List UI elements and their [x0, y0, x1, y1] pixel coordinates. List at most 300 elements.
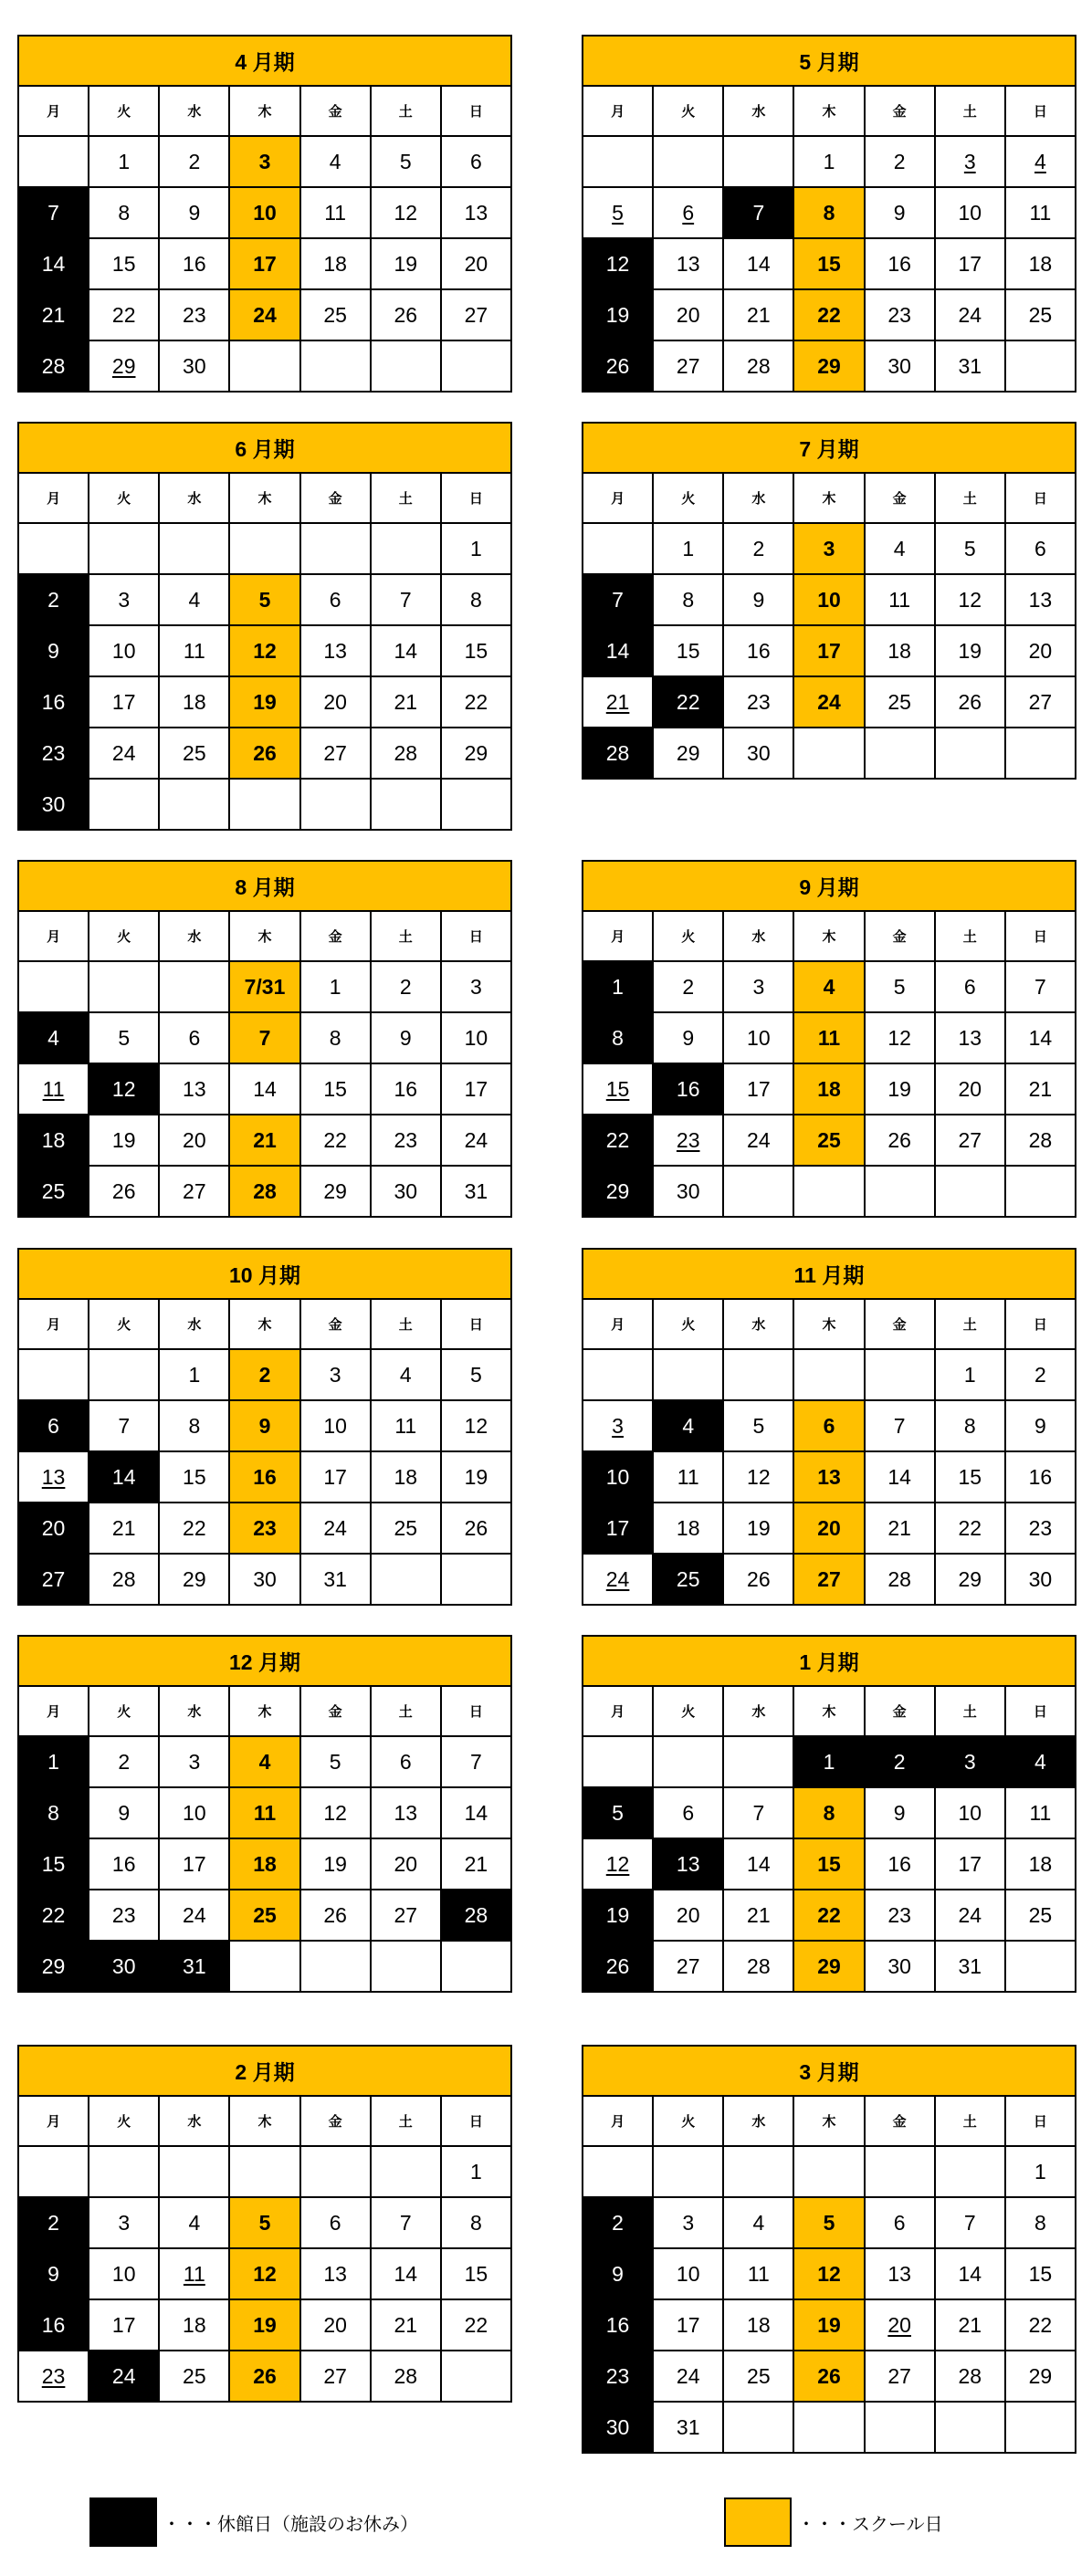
- weekday-label: 日: [441, 473, 511, 523]
- closed-legend-label: ・・・休館日（施設のお休み）: [163, 2514, 418, 2535]
- day-cell: 19: [371, 238, 441, 289]
- month-title: 3 月期: [583, 2046, 1076, 2096]
- day-cell: [793, 2402, 864, 2453]
- day-cell: 22: [159, 1503, 229, 1554]
- month-calendar: [17, 1248, 512, 1606]
- day-cell: 16: [159, 238, 229, 289]
- weekday-label: 土: [935, 86, 1005, 136]
- closed-day-cell: 7: [18, 187, 89, 238]
- day-cell: 1: [935, 1349, 1005, 1400]
- week-row: [583, 961, 1076, 1012]
- day-cell: 11: [723, 2248, 793, 2299]
- day-cell: 30: [229, 1554, 299, 1605]
- day-cell: [583, 136, 653, 187]
- day-cell: 15: [89, 238, 159, 289]
- month-calendar: [582, 1635, 1076, 1993]
- day-cell: 18: [1005, 238, 1076, 289]
- day-cell: 4: [300, 136, 371, 187]
- school-day-cell: 6: [793, 1400, 864, 1451]
- day-cell: [935, 2402, 1005, 2453]
- closed-day-cell: 30: [18, 779, 89, 830]
- day-cell: 8: [300, 1012, 371, 1063]
- week-row: [583, 1554, 1076, 1605]
- day-cell: [18, 1349, 89, 1400]
- weekday-label: 木: [229, 86, 299, 136]
- closed-day-cell: 14: [89, 1451, 159, 1503]
- day-cell: [159, 779, 229, 830]
- closed-day-cell: 8: [18, 1787, 89, 1838]
- weekday-label: 月: [583, 473, 653, 523]
- day-cell: [300, 2146, 371, 2197]
- day-cell: 29: [89, 340, 159, 392]
- week-row: [18, 779, 511, 830]
- day-cell: 12: [865, 1012, 935, 1063]
- day-cell: 14: [935, 2248, 1005, 2299]
- day-cell: 13: [300, 625, 371, 676]
- day-cell: 26: [89, 1166, 159, 1217]
- week-row: [18, 523, 511, 574]
- week-row: [583, 1890, 1076, 1941]
- school-swatch: [724, 2497, 792, 2547]
- closed-day-cell: 22: [653, 676, 723, 728]
- closed-day-cell: 20: [18, 1503, 89, 1554]
- school-day-cell: 23: [229, 1503, 299, 1554]
- weekday-label: 水: [159, 2096, 229, 2146]
- day-cell: 10: [159, 1787, 229, 1838]
- month-title: 10 月期: [18, 1249, 511, 1299]
- day-cell: 27: [1005, 676, 1076, 728]
- school-day-cell: 9: [229, 1400, 299, 1451]
- weekday-label: 月: [583, 86, 653, 136]
- day-cell: [89, 1349, 159, 1400]
- weekday-label: 月: [583, 1299, 653, 1349]
- day-cell: [865, 1349, 935, 1400]
- week-row: [583, 1787, 1076, 1838]
- week-row: [583, 1400, 1076, 1451]
- weekday-label: 木: [229, 1686, 299, 1736]
- school-day-cell: 10: [793, 574, 864, 625]
- month-title: 2 月期: [18, 2046, 511, 2096]
- day-cell: 26: [935, 676, 1005, 728]
- day-cell: [653, 2146, 723, 2197]
- month-title: 8 月期: [18, 861, 511, 911]
- closed-day-cell: 6: [18, 1400, 89, 1451]
- day-cell: 22: [89, 289, 159, 340]
- day-cell: 27: [653, 1941, 723, 1992]
- school-day-cell: 27: [793, 1554, 864, 1605]
- day-cell: [300, 779, 371, 830]
- day-cell: 27: [300, 2351, 371, 2402]
- weekday-label: 水: [723, 86, 793, 136]
- day-cell: 30: [371, 1166, 441, 1217]
- school-day-cell: 22: [793, 289, 864, 340]
- weekday-label: 土: [371, 86, 441, 136]
- week-row: [583, 1115, 1076, 1166]
- day-cell: 29: [300, 1166, 371, 1217]
- week-row: [583, 289, 1076, 340]
- day-cell: 10: [935, 187, 1005, 238]
- day-cell: [653, 136, 723, 187]
- day-cell: 7: [89, 1400, 159, 1451]
- day-cell: 28: [371, 2351, 441, 2402]
- closed-day-cell: 1: [583, 961, 653, 1012]
- weekday-label: 水: [159, 86, 229, 136]
- closed-day-cell: 30: [583, 2402, 653, 2453]
- day-cell: 15: [300, 1063, 371, 1115]
- day-cell: 31: [935, 340, 1005, 392]
- day-cell: 18: [723, 2299, 793, 2351]
- day-cell: 11: [300, 187, 371, 238]
- day-cell: 25: [723, 2351, 793, 2402]
- day-cell: 20: [1005, 625, 1076, 676]
- day-cell: 9: [723, 574, 793, 625]
- day-cell: [1005, 1166, 1076, 1217]
- day-cell: [653, 1349, 723, 1400]
- month-calendar: [17, 2045, 512, 2403]
- school-day-cell: 11: [229, 1787, 299, 1838]
- day-cell: [159, 961, 229, 1012]
- day-cell: 13: [441, 187, 511, 238]
- school-day-cell: 16: [229, 1451, 299, 1503]
- weekday-label: 月: [583, 1686, 653, 1736]
- day-cell: 25: [300, 289, 371, 340]
- day-cell: 9: [159, 187, 229, 238]
- day-cell: [441, 1941, 511, 1992]
- day-cell: 2: [371, 961, 441, 1012]
- closed-day-cell: 30: [89, 1941, 159, 1992]
- school-day-cell: 25: [229, 1890, 299, 1941]
- day-cell: [159, 2146, 229, 2197]
- day-cell: 20: [300, 676, 371, 728]
- weekday-label: 日: [441, 911, 511, 961]
- week-row: [18, 2197, 511, 2248]
- week-row: [18, 2146, 511, 2197]
- weekday-label: 日: [441, 1686, 511, 1736]
- day-cell: 5: [441, 1349, 511, 1400]
- day-cell: 31: [653, 2402, 723, 2453]
- school-day-cell: 24: [229, 289, 299, 340]
- weekday-label: 水: [159, 473, 229, 523]
- week-row: [583, 676, 1076, 728]
- weekday-label: 水: [723, 911, 793, 961]
- month-title: 9 月期: [583, 861, 1076, 911]
- day-cell: 24: [89, 728, 159, 779]
- day-cell: 14: [1005, 1012, 1076, 1063]
- day-cell: 28: [89, 1554, 159, 1605]
- week-row: [18, 1012, 511, 1063]
- day-cell: [229, 523, 299, 574]
- day-cell: [300, 340, 371, 392]
- closed-day-cell: 19: [583, 289, 653, 340]
- day-cell: 25: [159, 728, 229, 779]
- day-cell: 16: [865, 238, 935, 289]
- day-cell: [18, 961, 89, 1012]
- day-cell: 1: [441, 523, 511, 574]
- week-row: [583, 2299, 1076, 2351]
- day-cell: 11: [653, 1451, 723, 1503]
- day-cell: 20: [441, 238, 511, 289]
- closed-day-cell: 28: [583, 728, 653, 779]
- day-cell: 9: [865, 187, 935, 238]
- day-cell: 2: [865, 136, 935, 187]
- day-cell: 24: [441, 1115, 511, 1166]
- closed-day-cell: 9: [583, 2248, 653, 2299]
- day-cell: 26: [371, 289, 441, 340]
- day-cell: 3: [935, 136, 1005, 187]
- school-day-cell: 15: [793, 238, 864, 289]
- day-cell: 9: [371, 1012, 441, 1063]
- day-cell: 9: [653, 1012, 723, 1063]
- day-cell: 11: [159, 2248, 229, 2299]
- weekday-label: 土: [371, 1686, 441, 1736]
- day-cell: [89, 523, 159, 574]
- school-day-cell: 5: [229, 574, 299, 625]
- closed-day-cell: 25: [18, 1166, 89, 1217]
- closed-day-cell: 14: [583, 625, 653, 676]
- day-cell: 14: [371, 625, 441, 676]
- day-cell: 17: [935, 238, 1005, 289]
- day-cell: 30: [865, 1941, 935, 1992]
- day-cell: 4: [371, 1349, 441, 1400]
- month-calendar: [17, 422, 512, 831]
- week-row: [583, 1736, 1076, 1787]
- weekday-label: 木: [793, 1299, 864, 1349]
- closed-day-cell: 29: [583, 1166, 653, 1217]
- closed-day-cell: 14: [18, 238, 89, 289]
- weekday-label: 月: [18, 1686, 89, 1736]
- school-day-cell: 19: [229, 2299, 299, 2351]
- closed-day-cell: 2: [18, 574, 89, 625]
- day-cell: [371, 1554, 441, 1605]
- weekday-label: 金: [865, 2096, 935, 2146]
- day-cell: 15: [653, 625, 723, 676]
- day-cell: [89, 961, 159, 1012]
- closed-day-cell: 16: [18, 676, 89, 728]
- weekday-label: 火: [89, 86, 159, 136]
- day-cell: 24: [935, 289, 1005, 340]
- closed-day-cell: 17: [583, 1503, 653, 1554]
- day-cell: 20: [653, 289, 723, 340]
- day-cell: [441, 779, 511, 830]
- day-cell: 13: [1005, 574, 1076, 625]
- day-cell: 24: [159, 1890, 229, 1941]
- day-cell: [229, 1941, 299, 1992]
- day-cell: 10: [723, 1012, 793, 1063]
- day-cell: 1: [300, 961, 371, 1012]
- weekday-label: 土: [371, 1299, 441, 1349]
- day-cell: 21: [723, 289, 793, 340]
- day-cell: 18: [653, 1503, 723, 1554]
- day-cell: 13: [371, 1787, 441, 1838]
- week-row: [583, 1349, 1076, 1400]
- closed-day-cell: 4: [18, 1012, 89, 1063]
- weekday-label: 火: [89, 1299, 159, 1349]
- school-day-cell: 29: [793, 1941, 864, 1992]
- day-cell: 18: [300, 238, 371, 289]
- weekday-label: 木: [229, 1299, 299, 1349]
- school-day-cell: 21: [229, 1115, 299, 1166]
- closed-day-cell: 4: [653, 1400, 723, 1451]
- closed-day-cell: 29: [18, 1941, 89, 1992]
- day-cell: 9: [89, 1787, 159, 1838]
- closed-day-cell: 12: [583, 238, 653, 289]
- week-row: [18, 1890, 511, 1941]
- day-cell: 23: [723, 676, 793, 728]
- week-row: [18, 1349, 511, 1400]
- closed-day-cell: 2: [583, 2197, 653, 2248]
- day-cell: 5: [723, 1400, 793, 1451]
- day-cell: 23: [89, 1890, 159, 1941]
- weekday-label: 土: [371, 911, 441, 961]
- weekday-label: 火: [89, 1686, 159, 1736]
- day-cell: 8: [89, 187, 159, 238]
- day-cell: 29: [653, 728, 723, 779]
- closed-day-cell: 9: [18, 625, 89, 676]
- day-cell: 19: [865, 1063, 935, 1115]
- week-row: [583, 625, 1076, 676]
- day-cell: [793, 1349, 864, 1400]
- week-row: [583, 1838, 1076, 1890]
- day-cell: [159, 523, 229, 574]
- day-cell: 10: [89, 2248, 159, 2299]
- day-cell: 6: [300, 2197, 371, 2248]
- week-row: [18, 1503, 511, 1554]
- day-cell: 24: [935, 1890, 1005, 1941]
- day-cell: 12: [441, 1400, 511, 1451]
- day-cell: 15: [1005, 2248, 1076, 2299]
- closed-day-cell: 25: [653, 1554, 723, 1605]
- week-row: [18, 136, 511, 187]
- day-cell: [935, 728, 1005, 779]
- school-day-cell: 8: [793, 187, 864, 238]
- day-cell: [723, 1736, 793, 1787]
- school-day-cell: 26: [229, 728, 299, 779]
- day-cell: 16: [723, 625, 793, 676]
- day-cell: 27: [371, 1890, 441, 1941]
- day-cell: 12: [935, 574, 1005, 625]
- day-cell: 12: [300, 1787, 371, 1838]
- day-cell: 13: [865, 2248, 935, 2299]
- month-title: 4 月期: [18, 36, 511, 86]
- day-cell: 2: [159, 136, 229, 187]
- closed-day-cell: 19: [583, 1890, 653, 1941]
- day-cell: 5: [935, 523, 1005, 574]
- day-cell: 27: [441, 289, 511, 340]
- day-cell: 25: [1005, 289, 1076, 340]
- day-cell: 13: [159, 1063, 229, 1115]
- day-cell: 3: [159, 1736, 229, 1787]
- week-row: [18, 1451, 511, 1503]
- closed-day-cell: 16: [653, 1063, 723, 1115]
- day-cell: [300, 523, 371, 574]
- day-cell: [723, 1349, 793, 1400]
- month-calendar: [17, 1635, 512, 1993]
- closed-day-cell: 8: [583, 1012, 653, 1063]
- weekday-label: 木: [229, 2096, 299, 2146]
- day-cell: [18, 136, 89, 187]
- closed-day-cell: 27: [18, 1554, 89, 1605]
- day-cell: 5: [583, 187, 653, 238]
- day-cell: 28: [371, 728, 441, 779]
- day-cell: 10: [441, 1012, 511, 1063]
- school-day-cell: 4: [793, 961, 864, 1012]
- week-row: [583, 238, 1076, 289]
- weekday-label: 日: [1005, 473, 1076, 523]
- day-cell: 5: [89, 1012, 159, 1063]
- day-cell: 23: [653, 1115, 723, 1166]
- day-cell: 15: [441, 625, 511, 676]
- day-cell: [1005, 2402, 1076, 2453]
- week-row: [18, 1166, 511, 1217]
- day-cell: 3: [583, 1400, 653, 1451]
- day-cell: 8: [653, 574, 723, 625]
- day-cell: 7: [1005, 961, 1076, 1012]
- day-cell: 28: [1005, 1115, 1076, 1166]
- day-cell: 25: [159, 2351, 229, 2402]
- weekday-label: 金: [300, 1299, 371, 1349]
- month-title: 12 月期: [18, 1636, 511, 1686]
- weekday-label: 火: [653, 2096, 723, 2146]
- day-cell: 6: [159, 1012, 229, 1063]
- day-cell: 4: [159, 2197, 229, 2248]
- closed-day-cell: 2: [865, 1736, 935, 1787]
- day-cell: 3: [653, 2197, 723, 2248]
- day-cell: 20: [300, 2299, 371, 2351]
- closed-day-cell: 3: [935, 1736, 1005, 1787]
- school-day-cell: 19: [793, 2299, 864, 2351]
- day-cell: [1005, 1941, 1076, 1992]
- day-cell: 30: [653, 1166, 723, 1217]
- school-day-cell: 5: [229, 2197, 299, 2248]
- day-cell: 1: [159, 1349, 229, 1400]
- weekday-label: 金: [300, 473, 371, 523]
- day-cell: 31: [441, 1166, 511, 1217]
- day-cell: [865, 728, 935, 779]
- day-cell: [583, 523, 653, 574]
- school-day-cell: 4: [229, 1736, 299, 1787]
- day-cell: 27: [159, 1166, 229, 1217]
- week-row: [583, 2248, 1076, 2299]
- weekday-label: 水: [159, 1686, 229, 1736]
- week-row: [18, 1838, 511, 1890]
- closed-day-cell: 23: [18, 728, 89, 779]
- day-cell: 16: [371, 1063, 441, 1115]
- weekday-label: 火: [653, 1299, 723, 1349]
- day-cell: 12: [723, 1451, 793, 1503]
- day-cell: 27: [935, 1115, 1005, 1166]
- day-cell: 12: [371, 187, 441, 238]
- day-cell: [89, 2146, 159, 2197]
- school-day-cell: 25: [793, 1115, 864, 1166]
- week-row: [583, 2351, 1076, 2402]
- school-day-cell: 22: [793, 1890, 864, 1941]
- day-cell: 6: [653, 1787, 723, 1838]
- day-cell: [793, 1166, 864, 1217]
- day-cell: 23: [18, 2351, 89, 2402]
- day-cell: 3: [723, 961, 793, 1012]
- weekday-label: 火: [653, 86, 723, 136]
- day-cell: 6: [653, 187, 723, 238]
- day-cell: 14: [371, 2248, 441, 2299]
- day-cell: 18: [865, 625, 935, 676]
- day-cell: 17: [89, 2299, 159, 2351]
- week-row: [583, 136, 1076, 187]
- day-cell: 22: [1005, 2299, 1076, 2351]
- weekday-label: 土: [371, 2096, 441, 2146]
- weekday-label: 水: [159, 911, 229, 961]
- day-cell: 7: [371, 2197, 441, 2248]
- weekday-label: 土: [371, 473, 441, 523]
